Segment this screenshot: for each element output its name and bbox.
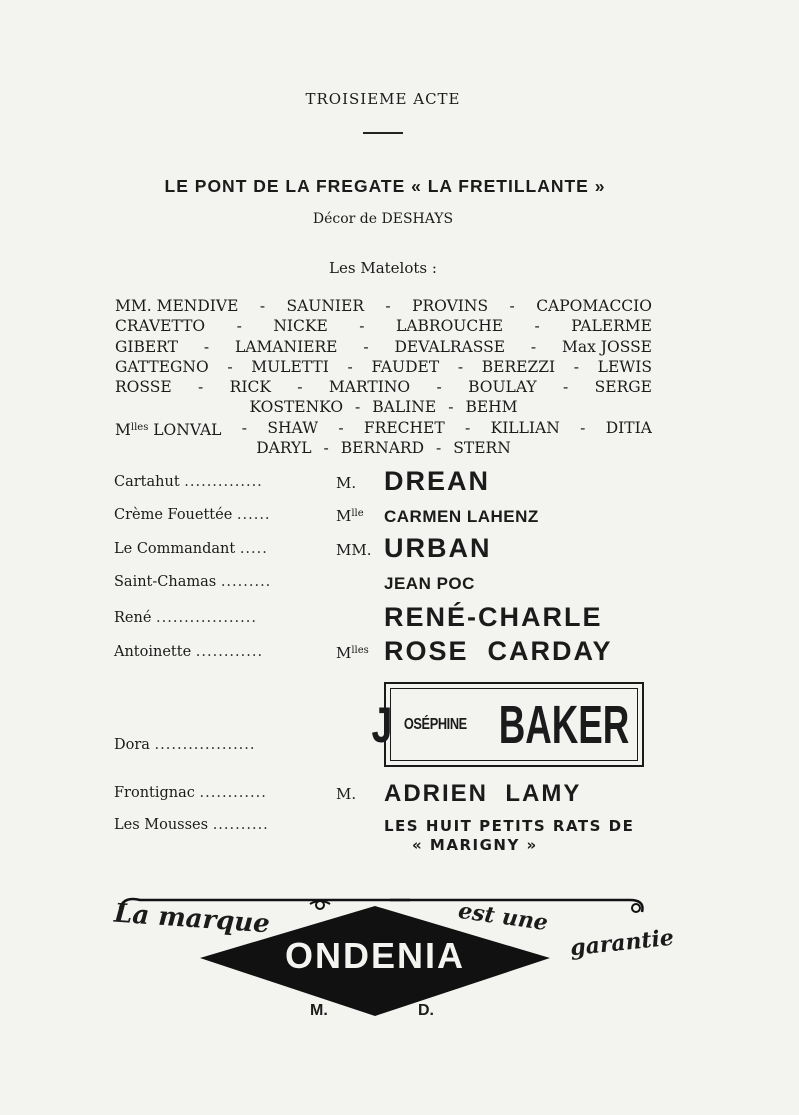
program-page: TROISIEME ACTE LE PONT DE LA FREGATE « LA FRETILLANTE » Décor de DESHAYS Les Matelots : MM. MENDIVE - SAUNIER - PROVINS - CAPOMACCIO CRAVETTO - NICKE - LABROUCHE - PALERME GIBERT - LAMANIERE - DEVALRASSE - Max JOSSE GATTEGNO - MULETTI - FAUDET - BEREZZI - LEWIS ROSSE - RICK - MARTINO - BOULAY - SERGE KOSTENKO - BALINE - BEHM $M^{lles}$ LONVAL - SHAW - FRECHET - KILLIAN - DITIA DARYL - BERNARD - STERN Cartahut .............. M. DREAN Crème Fouettée ...... $M^{lle}$ CARMEN LAHENZ Le Commandant ..... MM. URBAN Saint-Chamas ......... JEAN POC René .................. RENÉ-CHARLE Antoinette ............ $M^{lles}$ ROSE CARDAY Dora .................. J OSÉPHINE BAKER Frontignac ............ M. ADRIEN LAMY Les Mousses .......... LES HUIT PETITS RATS DE « MARIGNY » La marque est une garantie ONDENIA M. D.: [0, 0, 799, 1115]
sailors-line: DARYL - BERNARD - STERN: [256, 439, 511, 458]
actor-name: DREAN: [384, 466, 491, 496]
role-name: Frontignac: [114, 785, 195, 801]
role-name: Cartahut: [114, 474, 180, 490]
actor-name: URBAN: [384, 533, 492, 563]
baker-initial: J: [371, 696, 393, 753]
title-prefix: $M^{lle}$: [336, 507, 364, 525]
title-prefix: MM.: [336, 541, 372, 559]
actor-name: CARMEN LAHENZ: [384, 507, 539, 526]
ad-script-1: La marque: [113, 898, 271, 940]
actor-name: LES HUIT PETITS RATS DE: [384, 817, 635, 835]
title-prefix: $M^{lles}$: [336, 644, 369, 662]
role-name: Dora: [114, 737, 150, 753]
role-name: René: [114, 610, 152, 626]
ad-initial-d: D.: [418, 1002, 434, 1019]
sailors-line: CRAVETTO - NICKE - LABROUCHE - PALERME: [115, 317, 652, 336]
decor-credit: Décor de DESHAYS: [312, 211, 454, 227]
ad-script-3: garantie: [568, 924, 676, 962]
role-name: Le Commandant: [114, 541, 236, 557]
sailors-heading: Les Matelots :: [329, 259, 437, 277]
mousses-line-2: « MARIGNY »: [412, 836, 538, 854]
josephine-baker-billing: [371, 682, 644, 767]
sailors-line: ROSSE - RICK - MARTINO - BOULAY - SERGE: [115, 378, 652, 397]
ad-script-2: est une: [456, 897, 550, 937]
sailors-line: GATTEGNO - MULETTI - FAUDET - BEREZZI - LEWIS: [115, 357, 652, 376]
ad-initial-m: M.: [310, 1002, 328, 1019]
actor-name: JEAN POC: [384, 574, 475, 593]
sailors-line: KOSTENKO - BALINE - BEHM: [249, 398, 518, 417]
act-title: TROISIEME ACTE: [305, 90, 461, 108]
title-prefix: M.: [336, 785, 357, 803]
role-name: Antoinette: [114, 644, 192, 660]
scene-title: LE PONT DE LA FREGATE « LA FRETILLANTE »: [164, 176, 606, 196]
title-prefix: M.: [336, 474, 357, 492]
role-name: Saint-Chamas: [114, 574, 217, 590]
actor-name: ROSE CARDAY: [384, 636, 613, 666]
title-rule: [363, 132, 403, 134]
role-name: Les Mousses: [114, 817, 209, 833]
sailors-line: MM. MENDIVE - SAUNIER - PROVINS - CAPOMACCIO: [115, 297, 652, 315]
baker-first-name: OSÉPHINE: [403, 715, 467, 733]
role-name: Crème Fouettée: [114, 507, 233, 523]
swash-curl-left: [316, 901, 324, 909]
sailors-line: GIBERT - LAMANIERE - DEVALRASSE - Max JOSSE: [115, 337, 652, 356]
sailors-line: $M^{lles}$ LONVAL - SHAW - FRECHET - KILLIAN - DITIA: [115, 418, 652, 439]
actor-name: ADRIEN LAMY: [384, 780, 582, 807]
actor-name: RENÉ-CHARLE: [384, 602, 603, 632]
ondenia-logo-text: ONDENIA: [284, 935, 465, 976]
sailors-list: [115, 296, 652, 458]
ondenia-advertisement: [110, 888, 676, 1028]
swash-curl-right: [632, 904, 640, 912]
baker-last-name: BAKER: [498, 694, 630, 755]
